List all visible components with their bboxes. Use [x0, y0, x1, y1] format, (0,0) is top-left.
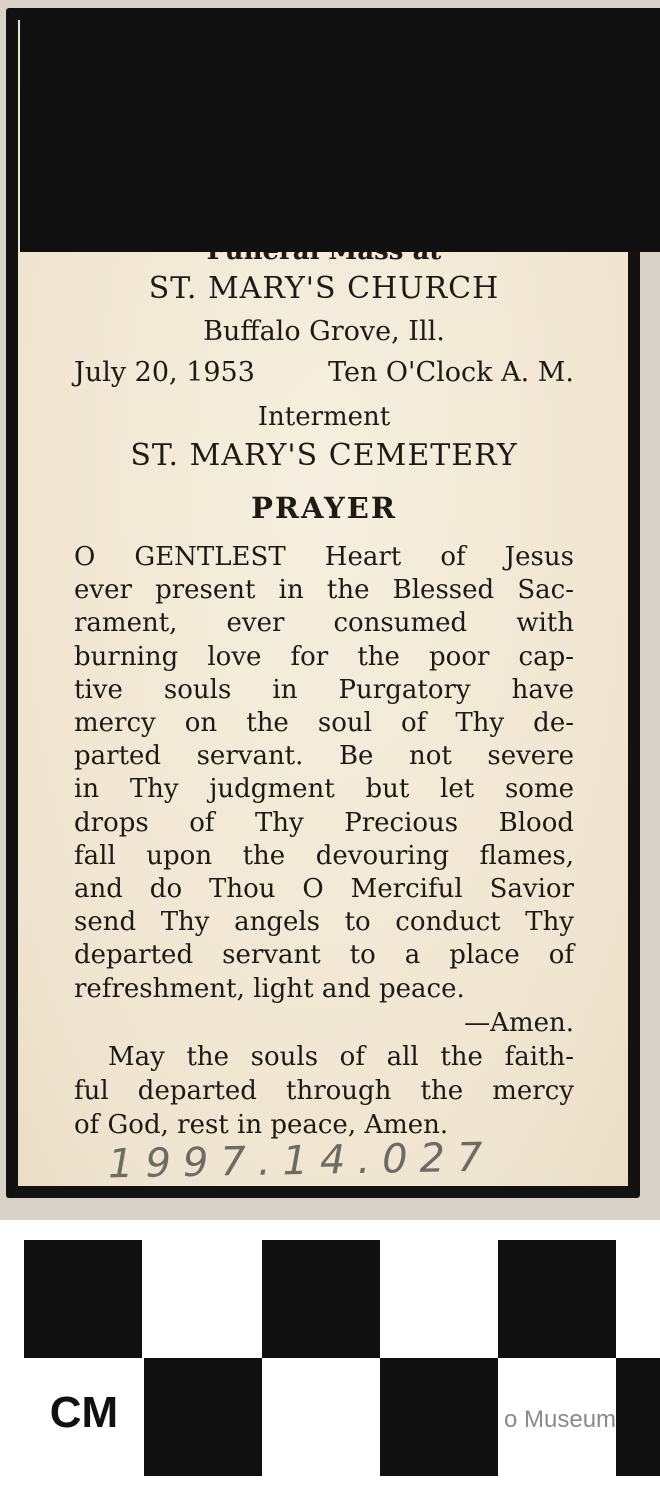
scale-square [262, 1240, 380, 1358]
amen-line: —Amen. [464, 1007, 574, 1038]
prayer-line: fall upon the devouring flames, [74, 840, 574, 871]
prayer-line: drops of Thy Precious Blood [74, 807, 574, 838]
closing-line: ful departed through the mercy [74, 1075, 574, 1106]
church-name: ST. MARY'S CHURCH [148, 271, 500, 306]
prayer-line: burning love for the poor cap- [74, 641, 574, 672]
mass-datetime [74, 353, 574, 393]
scale-square [380, 1240, 498, 1358]
scale-square [144, 1240, 262, 1358]
prayer-line: departed servant to a place of [74, 940, 574, 971]
scale-square [262, 1358, 380, 1476]
cemetery-name: ST. MARY'S CEMETERY [130, 438, 518, 473]
church-town: Buffalo Grove, Ill. [203, 316, 445, 347]
interment-heading: Interment [257, 402, 391, 432]
prayer-line: O GENTLEST Heart of Jesus [74, 542, 574, 572]
mass-time: Ten O'Clock A. M. [328, 357, 574, 388]
prayer-line: and do Thou O Merciful Savior [74, 874, 574, 905]
scale-square [498, 1240, 616, 1358]
scale-unit-label: CM [26, 1358, 142, 1468]
closing-line: May the souls of all the faith- [108, 1041, 574, 1072]
prayer-line: rament, ever consumed with [74, 608, 574, 639]
prayer-line: mercy on the soul of Thy de- [74, 708, 574, 739]
scale-square [380, 1358, 498, 1476]
mass-date: July 20, 1953 [74, 357, 255, 388]
scale-square [616, 1240, 660, 1358]
prayer-line: refreshment, light and peace. [74, 973, 465, 1004]
museum-watermark: o Museum [504, 1406, 617, 1433]
scale-square [616, 1358, 660, 1476]
scale-square [144, 1358, 262, 1476]
prayer-line: tive souls in Purgatory have [74, 674, 574, 705]
accession-number: 1997.14.027 [107, 1134, 495, 1188]
closing-line: of God, rest in peace, Amen. [74, 1109, 449, 1140]
prayer-line: in Thy judgment but let some [74, 774, 574, 805]
prayer-title: PRAYER [251, 491, 397, 525]
scale-square [24, 1240, 142, 1358]
prayer-line: ever present in the Blessed Sac- [74, 575, 574, 606]
closing-prayer [74, 1040, 574, 1142]
prayer-text [74, 541, 574, 1006]
prayer-line: parted servant. Be not severe [74, 741, 574, 772]
scale-bar [20, 8, 660, 252]
prayer-line: send Thy angels to conduct Thy [74, 907, 574, 938]
